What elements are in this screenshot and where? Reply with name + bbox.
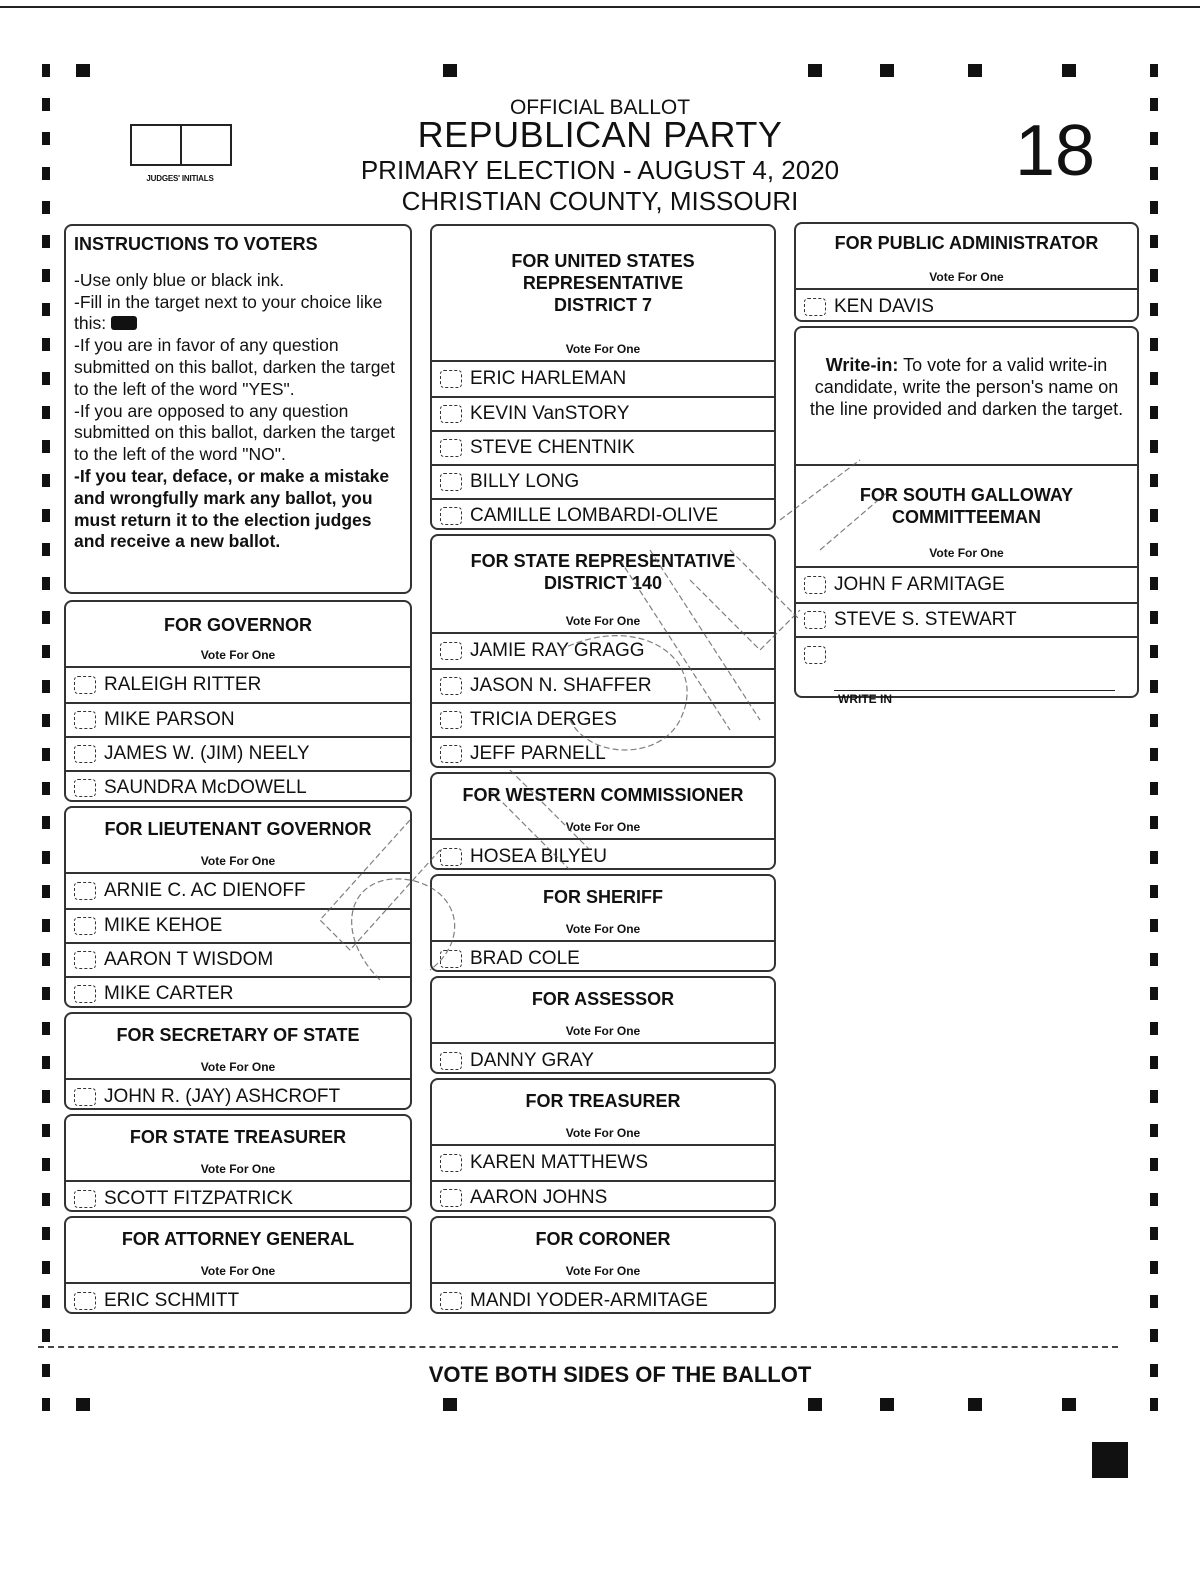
race-western-commissioner bbox=[430, 772, 776, 870]
race-title: FOR CORONER bbox=[535, 1229, 671, 1249]
candidate-option[interactable]: STEVE S. STEWART bbox=[796, 602, 1137, 636]
judges-initials-box[interactable] bbox=[130, 124, 232, 166]
vote-target[interactable] bbox=[440, 439, 462, 457]
timing-mark bbox=[1062, 64, 1076, 77]
timing-mark bbox=[42, 132, 50, 145]
candidate-option[interactable]: BRAD COLE bbox=[432, 942, 774, 976]
timing-mark bbox=[1150, 1398, 1158, 1411]
vote-for-one-label: Vote For One bbox=[565, 614, 641, 628]
candidate-option[interactable]: KEN DAVIS bbox=[796, 290, 1137, 324]
timing-mark bbox=[42, 919, 50, 932]
instruction-fill: -Fill in the target next to your choice like this: bbox=[74, 291, 383, 334]
instruction-no: -If you are opposed to any question submitted on this ballot, darken the target to the left of the word "NO". bbox=[74, 400, 396, 465]
timing-mark bbox=[1150, 748, 1158, 761]
timing-mark bbox=[443, 64, 457, 77]
timing-mark bbox=[1150, 269, 1158, 282]
race-state-treasurer bbox=[64, 1114, 412, 1212]
race-secretary-of-state bbox=[64, 1012, 412, 1110]
timing-mark bbox=[42, 303, 50, 316]
timing-mark bbox=[880, 64, 894, 77]
race-title: FOR LIEUTENANT GOVERNOR bbox=[104, 819, 372, 839]
vote-for-one-label: Vote For One bbox=[929, 270, 1004, 284]
timing-mark bbox=[1150, 577, 1158, 590]
timing-mark bbox=[42, 611, 50, 624]
vote-target[interactable] bbox=[804, 576, 826, 594]
timing-mark bbox=[76, 1398, 90, 1411]
timing-mark bbox=[1150, 987, 1158, 1000]
candidate-option[interactable]: MIKE CARTER bbox=[66, 976, 410, 1010]
timing-mark bbox=[1150, 167, 1158, 180]
timing-mark bbox=[1150, 235, 1158, 248]
timing-mark bbox=[42, 1295, 50, 1308]
vote-target[interactable] bbox=[440, 848, 462, 866]
vote-for-one-label: Vote For One bbox=[565, 922, 641, 936]
timing-mark bbox=[808, 1398, 822, 1411]
timing-mark bbox=[42, 474, 50, 487]
vote-target[interactable] bbox=[440, 507, 462, 525]
race-title: FOR ASSESSOR bbox=[531, 989, 675, 1009]
vote-target[interactable] bbox=[440, 745, 462, 763]
vote-target[interactable] bbox=[74, 951, 96, 969]
timing-mark bbox=[42, 1056, 50, 1069]
timing-mark bbox=[1150, 201, 1158, 214]
vote-target[interactable] bbox=[440, 1154, 462, 1172]
instruction-ink: -Use only blue or black ink. bbox=[74, 269, 285, 290]
vote-both-sides-notice: VOTE BOTH SIDES OF THE BALLOT bbox=[428, 1362, 812, 1387]
vote-target[interactable] bbox=[74, 917, 96, 935]
timing-mark bbox=[1150, 303, 1158, 316]
vote-target[interactable] bbox=[74, 711, 96, 729]
candidate-option[interactable]: MIKE PARSON bbox=[66, 702, 410, 736]
candidate-option[interactable]: JAMES W. (JIM) NEELY bbox=[66, 736, 410, 770]
timing-mark bbox=[1150, 474, 1158, 487]
vote-target[interactable] bbox=[804, 646, 826, 664]
write-in-line[interactable] bbox=[834, 690, 1115, 691]
timing-mark bbox=[1150, 1227, 1158, 1240]
timing-mark bbox=[1150, 338, 1158, 351]
vote-target[interactable] bbox=[440, 711, 462, 729]
top-border bbox=[0, 6, 1200, 8]
timing-mark bbox=[42, 782, 50, 795]
race-title: FOR TREASURER bbox=[525, 1091, 681, 1111]
vote-for-one-label: Vote For One bbox=[200, 648, 276, 662]
timing-mark bbox=[42, 953, 50, 966]
timing-mark bbox=[1062, 1398, 1076, 1411]
candidate-option[interactable]: ERIC HARLEMAN bbox=[432, 362, 774, 396]
judges-initials-label: JUDGES' INITIALS bbox=[146, 174, 214, 183]
timing-mark bbox=[42, 64, 50, 77]
timing-mark bbox=[42, 406, 50, 419]
vote-target[interactable] bbox=[440, 473, 462, 491]
race-public-administrator bbox=[794, 222, 1139, 322]
timing-mark bbox=[42, 1090, 50, 1103]
timing-mark bbox=[1150, 98, 1158, 111]
candidate-option[interactable]: JOHN F ARMITAGE bbox=[796, 568, 1137, 602]
candidate-option[interactable]: JOHN R. (JAY) ASHCROFT bbox=[66, 1080, 410, 1114]
vote-for-one-label: Vote For One bbox=[929, 546, 1004, 560]
instruction-spoiled: -If you tear, deface, or make a mistake and wrongfully mark any ballot, you must return it to the election judges and receive a new ballot. bbox=[74, 465, 390, 552]
timing-mark bbox=[1150, 406, 1158, 419]
race-attorney-general bbox=[64, 1216, 412, 1314]
vote-target[interactable] bbox=[74, 1292, 96, 1310]
timing-mark bbox=[1150, 1329, 1158, 1342]
vote-for-one-label: Vote For One bbox=[565, 1264, 641, 1278]
timing-mark bbox=[42, 1158, 50, 1171]
vote-target[interactable] bbox=[804, 611, 826, 629]
race-title: FOR UNITED STATES REPRESENTATIVE DISTRICT 7 bbox=[511, 251, 695, 315]
timing-mark bbox=[42, 645, 50, 658]
vote-for-one-label: Vote For One bbox=[565, 1126, 641, 1140]
candidate-option[interactable]: TRICIA DERGES bbox=[432, 702, 774, 736]
vote-target[interactable] bbox=[440, 1189, 462, 1207]
timing-mark bbox=[42, 714, 50, 727]
vote-target[interactable] bbox=[440, 1052, 462, 1070]
timing-mark bbox=[42, 509, 50, 522]
vote-for-one-label: Vote For One bbox=[565, 1024, 641, 1038]
timing-mark bbox=[42, 440, 50, 453]
timing-mark bbox=[968, 64, 982, 77]
vote-target[interactable] bbox=[440, 405, 462, 423]
vote-target[interactable] bbox=[74, 779, 96, 797]
timing-mark bbox=[42, 235, 50, 248]
timing-mark bbox=[42, 851, 50, 864]
timing-mark bbox=[443, 1398, 457, 1411]
timing-mark bbox=[1150, 543, 1158, 556]
timing-mark bbox=[1150, 816, 1158, 829]
race-assessor bbox=[430, 976, 776, 1074]
timing-mark bbox=[42, 987, 50, 1000]
timing-mark bbox=[42, 1398, 50, 1411]
candidate-option[interactable]: HOSEA BILYEU bbox=[432, 840, 774, 874]
timing-mark bbox=[1150, 1124, 1158, 1137]
race-title: FOR ATTORNEY GENERAL bbox=[121, 1229, 355, 1249]
timing-mark bbox=[1150, 509, 1158, 522]
timing-mark bbox=[42, 680, 50, 693]
timing-mark bbox=[1150, 953, 1158, 966]
candidate-option[interactable]: STEVE CHENTNIK bbox=[432, 430, 774, 464]
timing-mark bbox=[1150, 132, 1158, 145]
write-in-label: WRITE IN bbox=[838, 692, 892, 706]
vote-target[interactable] bbox=[440, 677, 462, 695]
timing-mark bbox=[1150, 1295, 1158, 1308]
timing-mark bbox=[880, 1398, 894, 1411]
bottom-divider bbox=[38, 1346, 1118, 1348]
timing-mark bbox=[42, 98, 50, 111]
candidate-option[interactable]: MIKE KEHOE bbox=[66, 908, 410, 942]
write-in-instructions: Write-in: To vote for a valid write-in candidate, write the person's name on the line provided and darken the target. bbox=[796, 328, 1137, 466]
timing-mark bbox=[42, 577, 50, 590]
timing-mark bbox=[76, 64, 90, 77]
candidate-option[interactable]: KEVIN VanSTORY bbox=[432, 396, 774, 430]
candidate-option[interactable]: SCOTT FITZPATRICK bbox=[66, 1182, 410, 1216]
instructions-box bbox=[64, 224, 412, 594]
ballot-title-election: PRIMARY ELECTION - AUGUST 4, 2020 bbox=[360, 155, 840, 185]
vote-for-one-label: Vote For One bbox=[200, 1264, 276, 1278]
vote-target[interactable] bbox=[74, 745, 96, 763]
vote-target[interactable] bbox=[74, 676, 96, 694]
vote-target[interactable] bbox=[74, 882, 96, 900]
vote-for-one-label: Vote For One bbox=[200, 854, 276, 868]
vote-target[interactable] bbox=[804, 298, 826, 316]
vote-for-one-label: Vote For One bbox=[200, 1162, 276, 1176]
timing-mark bbox=[1150, 1022, 1158, 1035]
vote-target[interactable] bbox=[74, 1088, 96, 1106]
vote-target[interactable] bbox=[440, 370, 462, 388]
write-in-option[interactable] bbox=[796, 636, 1137, 706]
candidate-option[interactable]: MANDI YODER-ARMITAGE bbox=[432, 1284, 774, 1318]
timing-mark bbox=[1150, 714, 1158, 727]
candidate-option[interactable]: JAMIE RAY GRAGG bbox=[432, 634, 774, 668]
timing-mark bbox=[42, 201, 50, 214]
timing-mark bbox=[42, 1261, 50, 1274]
timing-mark bbox=[1150, 680, 1158, 693]
candidate-option[interactable]: AARON JOHNS bbox=[432, 1180, 774, 1214]
timing-mark bbox=[1150, 611, 1158, 624]
race-lieutenant-governor bbox=[64, 806, 412, 1008]
timing-mark bbox=[1150, 851, 1158, 864]
candidate-option[interactable]: BILLY LONG bbox=[432, 464, 774, 498]
candidate-option[interactable]: SAUNDRA McDOWELL bbox=[66, 770, 410, 804]
race-treasurer bbox=[430, 1078, 776, 1212]
candidate-option[interactable]: RALEIGH RITTER bbox=[66, 668, 410, 702]
timing-mark bbox=[42, 1193, 50, 1206]
timing-mark bbox=[42, 1124, 50, 1137]
candidate-option[interactable]: ARNIE C. AC DIENOFF bbox=[66, 874, 410, 908]
timing-mark bbox=[1150, 1158, 1158, 1171]
timing-mark bbox=[42, 1329, 50, 1342]
vote-target[interactable] bbox=[74, 985, 96, 1003]
timing-mark bbox=[42, 1227, 50, 1240]
timing-mark bbox=[42, 543, 50, 556]
race-title: FOR SHERIFF bbox=[543, 887, 663, 907]
filled-target-example bbox=[111, 316, 137, 330]
timing-mark bbox=[42, 372, 50, 385]
vote-target[interactable] bbox=[440, 1292, 462, 1310]
timing-mark bbox=[42, 167, 50, 180]
vote-for-one-label: Vote For One bbox=[565, 820, 641, 834]
candidate-option[interactable]: JEFF PARNELL bbox=[432, 736, 774, 770]
race-governor bbox=[64, 600, 412, 802]
race-title: FOR SECRETARY OF STATE bbox=[116, 1025, 360, 1045]
race-title: FOR STATE REPRESENTATIVE DISTRICT 140 bbox=[470, 551, 736, 593]
timing-mark bbox=[42, 748, 50, 761]
timing-mark bbox=[1150, 440, 1158, 453]
ballot-title-official: OFFICIAL BALLOT bbox=[509, 96, 691, 119]
timing-mark bbox=[968, 1398, 982, 1411]
candidate-option[interactable]: AARON T WISDOM bbox=[66, 942, 410, 976]
timing-mark bbox=[1150, 645, 1158, 658]
timing-mark bbox=[1150, 372, 1158, 385]
candidate-option[interactable]: JASON N. SHAFFER bbox=[432, 668, 774, 702]
race-south-galloway-committeeman bbox=[794, 326, 1139, 706]
candidate-option[interactable]: KAREN MATTHEWS bbox=[432, 1146, 774, 1180]
race-title: FOR PUBLIC ADMINISTRATOR bbox=[834, 233, 1099, 253]
timing-mark bbox=[1150, 1261, 1158, 1274]
timing-mark bbox=[808, 64, 822, 77]
timing-mark bbox=[42, 338, 50, 351]
timing-mark bbox=[42, 269, 50, 282]
candidate-option[interactable]: CAMILLE LOMBARDI-OLIVE bbox=[432, 498, 774, 532]
race-title: FOR SOUTH GALLOWAY COMMITTEEMAN bbox=[859, 485, 1074, 527]
timing-mark bbox=[1150, 885, 1158, 898]
instructions-title: INSTRUCTIONS TO VOTERS bbox=[74, 234, 318, 254]
race-state-representative bbox=[430, 534, 776, 768]
instruction-yes: -If you are in favor of any question submitted on this ballot, darken the target to the left of the word "YES". bbox=[74, 335, 396, 399]
ballot-title-party: REPUBLICAN PARTY bbox=[417, 114, 783, 155]
vote-target[interactable] bbox=[440, 642, 462, 660]
race-title: FOR GOVERNOR bbox=[163, 615, 312, 635]
timing-mark bbox=[1150, 919, 1158, 932]
timing-mark bbox=[1150, 1193, 1158, 1206]
vote-for-one-label: Vote For One bbox=[200, 1060, 276, 1074]
ballot-title-county: CHRISTIAN COUNTY, MISSOURI bbox=[401, 186, 799, 216]
corner-registration-mark bbox=[1092, 1442, 1128, 1478]
vote-target[interactable] bbox=[440, 950, 462, 968]
timing-mark bbox=[1150, 64, 1158, 77]
race-us-representative bbox=[430, 224, 776, 530]
timing-mark bbox=[1150, 782, 1158, 795]
timing-mark bbox=[1150, 1090, 1158, 1103]
vote-for-one-label: Vote For One bbox=[565, 342, 641, 356]
candidate-option[interactable]: DANNY GRAY bbox=[432, 1044, 774, 1078]
timing-mark bbox=[1150, 1364, 1158, 1377]
timing-mark bbox=[42, 816, 50, 829]
race-sheriff bbox=[430, 874, 776, 972]
timing-mark bbox=[42, 1022, 50, 1035]
timing-mark bbox=[42, 1364, 50, 1377]
timing-mark bbox=[42, 885, 50, 898]
race-coroner bbox=[430, 1216, 776, 1314]
candidate-option[interactable]: ERIC SCHMITT bbox=[66, 1284, 410, 1318]
timing-mark bbox=[1150, 1056, 1158, 1069]
vote-target[interactable] bbox=[74, 1190, 96, 1208]
race-title: FOR WESTERN COMMISSIONER bbox=[462, 785, 744, 805]
race-title: FOR STATE TREASURER bbox=[129, 1127, 347, 1147]
ballot-style-number: 18 bbox=[1015, 111, 1096, 191]
